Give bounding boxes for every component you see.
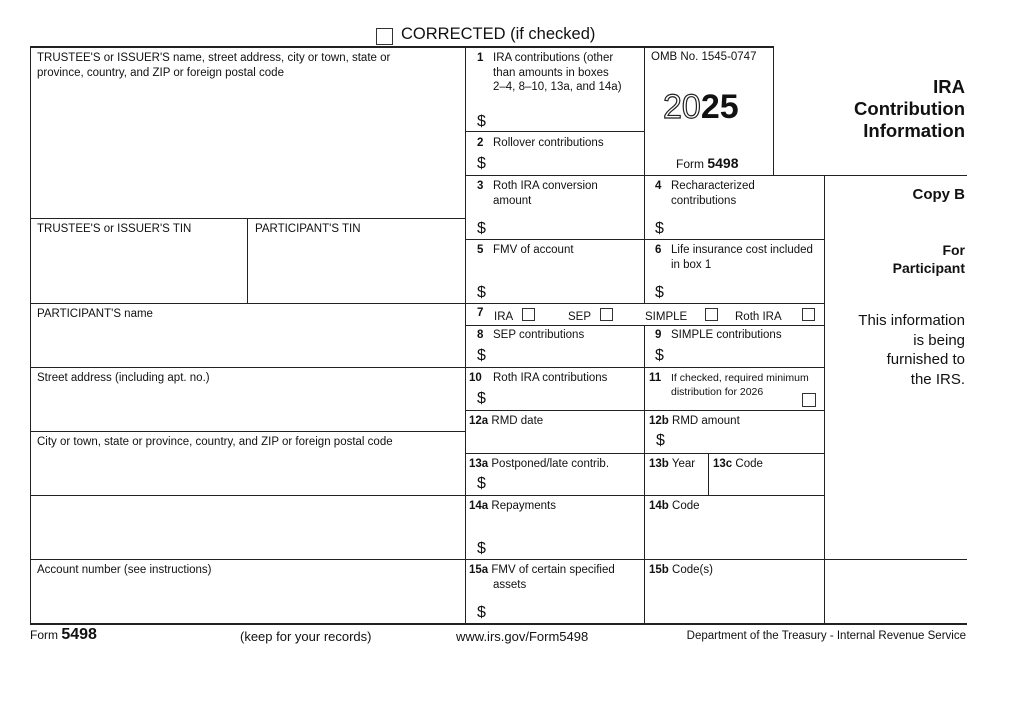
omb-right-edge	[773, 46, 774, 176]
hline-box1-2	[465, 131, 645, 132]
omb-form-number	[676, 155, 739, 171]
box8-dollar: $	[477, 347, 486, 364]
box11-label-line2: distribution for 2026	[671, 386, 764, 398]
hline-left-218	[30, 218, 465, 219]
footer-keep-records: (keep for your records)	[240, 629, 372, 644]
box15a-number: 15a	[469, 564, 489, 576]
box6-label-line2: in box 1	[671, 258, 712, 271]
box7-roth-label: Roth IRA	[735, 311, 782, 323]
box12b-number: 12b	[649, 415, 669, 427]
box8-label	[477, 328, 584, 343]
box9-number: 9	[655, 329, 662, 341]
for-participant	[893, 241, 965, 277]
box4-label-line2: contributions	[671, 194, 737, 207]
trustee-name-field[interactable]	[37, 51, 390, 80]
omb-form-prefix: Form	[676, 157, 704, 171]
box12a-label	[469, 414, 543, 429]
box6-dollar: $	[655, 284, 664, 301]
box1-label-line2: than amounts in boxes	[493, 66, 609, 79]
divider-tin	[247, 218, 248, 304]
box11-rmd-checkbox[interactable]	[802, 393, 816, 407]
box3-label-line2: amount	[493, 194, 532, 207]
for-line2: Participant	[892, 260, 965, 276]
footer-form-prefix: Form	[30, 628, 58, 642]
box7-roth-checkbox[interactable]	[802, 308, 815, 321]
box14b-label-text: Code	[672, 500, 700, 512]
form-title-line1: IRA	[933, 76, 965, 97]
street-address-label: Street address (including apt. no.)	[37, 372, 210, 384]
hline-410	[465, 410, 825, 411]
city-label: City or town, state or province, country, and ZIP or foreign postal code	[37, 436, 393, 448]
participant-tin-label: PARTICIPANT'S TIN	[255, 223, 361, 235]
box5-label	[477, 243, 574, 258]
trustee-name-label-line2: province, country, and ZIP or foreign postal code	[37, 66, 284, 79]
participant-name-label: PARTICIPANT'S name	[37, 308, 153, 320]
box15a-label-line2: assets	[493, 578, 527, 591]
box8-label-text: SEP contributions	[493, 329, 585, 341]
box7-sep-checkbox[interactable]	[600, 308, 613, 321]
box12a-label-text: RMD date	[491, 415, 544, 427]
box12b-dollar: $	[656, 432, 665, 449]
box2-number: 2	[477, 137, 484, 149]
box3-number: 3	[477, 180, 484, 192]
box3-label	[477, 179, 598, 208]
box4-number: 4	[655, 180, 662, 192]
hline-left-495	[30, 495, 465, 496]
box14a-label	[469, 499, 556, 514]
hline-303	[465, 303, 825, 304]
trustee-name-label-line1: TRUSTEE'S or ISSUER'S name, street address, city or town, state or	[37, 52, 391, 64]
box13b-label	[649, 457, 695, 472]
box6-label-line1: Life insurance cost included	[671, 244, 813, 256]
box14b-number: 14b	[649, 500, 669, 512]
border-top	[30, 46, 774, 48]
corrected-checkbox[interactable]	[376, 28, 393, 45]
notice-line4: the IRS.	[910, 370, 965, 388]
form-title-line2: Contribution	[854, 98, 965, 119]
box15b-label	[649, 563, 713, 578]
box10-label	[469, 371, 607, 386]
box7-ira-label: IRA	[494, 311, 514, 323]
box4-dollar: $	[655, 220, 664, 237]
box15a-label	[469, 563, 615, 592]
box3-dollar: $	[477, 220, 486, 237]
box7-simple-checkbox[interactable]	[705, 308, 718, 321]
box1-label-line1: IRA contributions (other	[493, 52, 614, 64]
box11-number: 11	[649, 372, 662, 384]
tax-year	[663, 88, 739, 133]
form-title-line3: Information	[863, 120, 965, 141]
footer-department: Department of the Treasury - Internal Revenue Service	[686, 630, 966, 642]
box9-label-text: SIMPLE contributions	[671, 329, 782, 341]
box10-dollar: $	[477, 390, 486, 407]
box6-label	[655, 243, 813, 272]
box11-label-line1: If checked, required minimum	[671, 372, 809, 384]
box1-number: 1	[477, 52, 484, 64]
box7-number: 7	[477, 307, 484, 319]
divider-13b-13c	[708, 453, 709, 496]
box12b-label	[649, 414, 740, 429]
omb-number: OMB No. 1545-0747	[651, 51, 757, 63]
box14a-label-text: Repayments	[491, 500, 556, 512]
box12b-label-text: RMD amount	[672, 415, 740, 427]
footer-form-num: 5498	[61, 626, 97, 643]
box15a-label-line1: FMV of certain specified	[491, 564, 615, 576]
for-line1: For	[942, 242, 965, 258]
boxes-right-edge	[824, 175, 825, 624]
trustee-tin-label: TRUSTEE'S or ISSUER'S TIN	[37, 223, 192, 235]
account-number-label: Account number (see instructions)	[37, 564, 212, 576]
form-title	[854, 76, 965, 142]
box5-dollar: $	[477, 284, 486, 301]
box2-dollar: $	[477, 155, 486, 172]
box3-label-line1: Roth IRA conversion	[493, 180, 598, 192]
box2-label	[477, 136, 604, 151]
box9-dollar: $	[655, 347, 664, 364]
hline-left-367	[30, 367, 465, 368]
box2-label-text: Rollover contributions	[493, 137, 604, 149]
copy-label: Copy B	[912, 186, 965, 203]
footer-form-number	[30, 626, 97, 644]
box7-ira-checkbox[interactable]	[522, 308, 535, 321]
box7-sep-label: SEP	[568, 311, 592, 323]
box13c-label-text: Code	[735, 458, 763, 470]
box10-number: 10	[469, 372, 482, 384]
box4-label	[655, 179, 755, 208]
box15b-number: 15b	[649, 564, 669, 576]
hline-453	[465, 453, 825, 454]
omb-form-num: 5498	[707, 155, 739, 171]
hline-left-559	[30, 559, 465, 560]
hline-495	[465, 495, 825, 496]
hline-left-431	[30, 431, 465, 432]
irs-notice	[858, 311, 965, 389]
box15a-dollar: $	[477, 604, 486, 621]
box7-simple-label: SIMPLE	[645, 311, 688, 323]
box1-label	[477, 51, 622, 95]
box13c-label	[713, 457, 763, 472]
box1-label-line3: 2–4, 8–10, 13a, and 14a)	[493, 81, 622, 93]
box13a-label	[469, 457, 609, 472]
tax-year-bold: 25	[700, 88, 739, 126]
divider-box1-omb	[644, 46, 645, 176]
box14a-dollar: $	[477, 540, 486, 557]
hline-559	[465, 559, 967, 560]
box14b-label	[649, 499, 700, 514]
box9-label	[655, 328, 782, 343]
box15b-label-text: Code(s)	[672, 564, 713, 576]
box4-label-line1: Recharacterized	[671, 180, 755, 192]
notice-line2: is being	[913, 331, 965, 349]
hline-325	[465, 325, 825, 326]
tax-year-outline: 20	[663, 88, 701, 126]
box13a-dollar: $	[477, 475, 486, 492]
box10-label-text: Roth IRA contributions	[493, 372, 608, 384]
divider-mid	[465, 46, 466, 624]
notice-line3: furnished to	[886, 351, 965, 368]
box5-label-text: FMV of account	[493, 244, 574, 256]
border-bottom	[30, 623, 967, 625]
box1-dollar: $	[477, 113, 486, 130]
hline-175	[465, 175, 967, 176]
footer-url-link[interactable]: www.irs.gov/Form5498	[456, 629, 589, 644]
box6-number: 6	[655, 244, 662, 256]
hline-239	[465, 239, 825, 240]
box5-number: 5	[477, 244, 484, 256]
box14a-number: 14a	[469, 500, 489, 512]
border-left	[30, 46, 31, 624]
box8-number: 8	[477, 329, 484, 341]
box13c-number: 13c	[713, 458, 733, 470]
box13a-label-text: Postponed/late contrib.	[491, 458, 610, 470]
box12a-number: 12a	[469, 415, 489, 427]
notice-line1: This information	[858, 312, 965, 329]
box13b-label-text: Year	[671, 458, 696, 470]
divider-boxes-8-15	[644, 325, 645, 624]
box13b-number: 13b	[649, 458, 669, 470]
box13a-number: 13a	[469, 458, 489, 470]
hline-367	[465, 367, 825, 368]
corrected-label: CORRECTED (if checked)	[401, 25, 596, 43]
box11-label	[649, 371, 809, 399]
hline-left-303	[30, 303, 465, 304]
